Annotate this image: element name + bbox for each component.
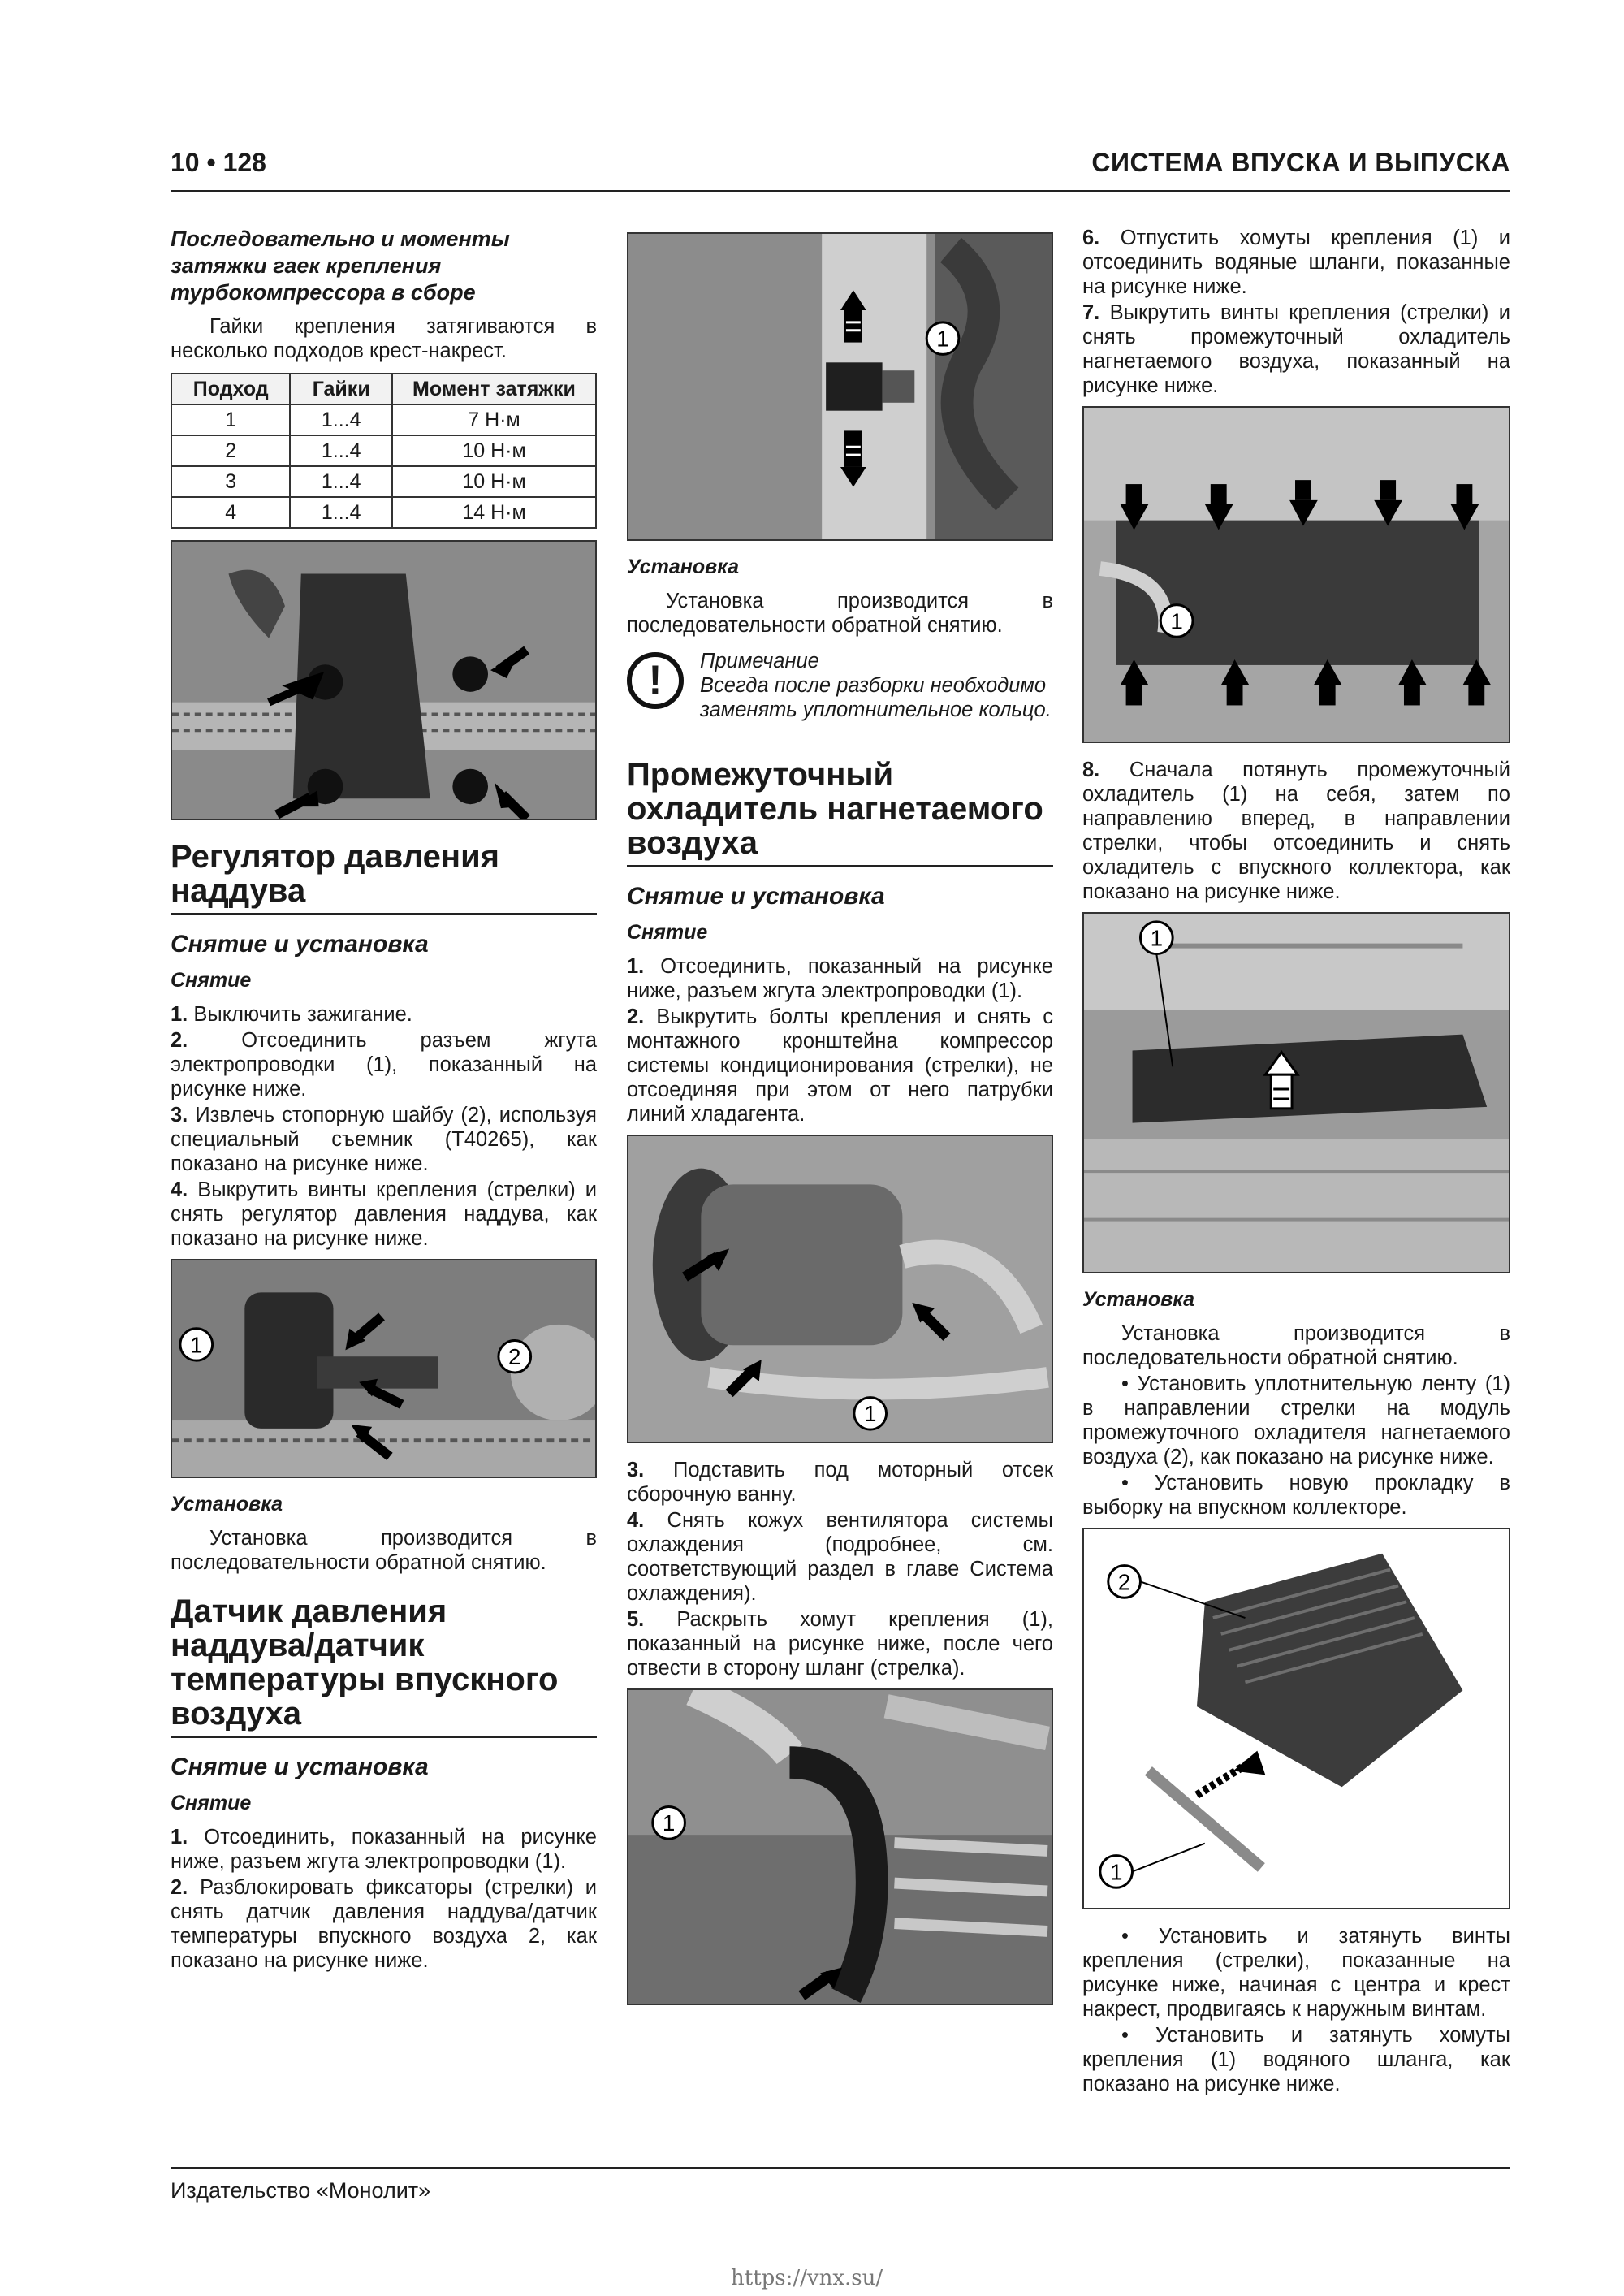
figure-boost-regulator-image (172, 1260, 595, 1477)
table-cell: 4 (171, 497, 290, 528)
table-cell: 1...4 (290, 466, 392, 497)
table-header: Момент затяжки (392, 374, 596, 404)
callout-label: 1 (190, 1332, 203, 1358)
torque-heading: Последовательно и моменты затяжки гаек крепления турбокомпрессора в сборе (171, 227, 510, 305)
install-label: Установка (171, 1493, 283, 1516)
table-cell: 14 Н·м (392, 497, 596, 528)
torque-table (171, 373, 597, 529)
table-header: Подход (171, 374, 290, 404)
table-cell: 1...4 (290, 404, 392, 435)
subheading-removal-install: Снятие и установка (627, 883, 885, 910)
figure-intercooler-pull (1082, 912, 1510, 1273)
callout-label: 1 (1109, 1859, 1123, 1885)
subheading-removal: Снятие (171, 1792, 252, 1814)
table-cell: 1...4 (290, 435, 392, 466)
table-cell: 10 Н·м (392, 466, 596, 497)
column-left (171, 226, 597, 1974)
column-middle (627, 232, 1053, 2020)
figure-hose-clamp-image (628, 1690, 1052, 2004)
figure-turbo-nuts (171, 540, 597, 820)
callout-label: 1 (1150, 925, 1164, 951)
install-text: Установка производится в последовательности обратной снятию. (1082, 1322, 1510, 1369)
bullet-item: • Установить и затянуть хомуты крепления (1) водяного шланга, как показано на рисунке ниже. (1082, 2024, 1510, 2095)
column-right (1082, 226, 1510, 2098)
step-item: 2. Отсоединить разъем жгута электропроводки (1), показанный на рисунке ниже. (171, 1029, 597, 1100)
footer-rule (171, 2167, 1510, 2169)
figure-intercooler-bolts (1082, 406, 1510, 743)
header-rule (171, 190, 1510, 192)
figure-hose-clamp (627, 1688, 1053, 2005)
figure-cooler-module (1082, 1528, 1510, 1909)
callout-label: 1 (863, 1401, 877, 1427)
install-text: Установка производится в последовательности обратной снятию. (627, 590, 1053, 637)
step-item: 3. Извлечь стопорную шайбу (2), используя специальный съемник (T40265), как показано на рисунке ниже. (171, 1104, 597, 1175)
step-item: 1. Выключить зажигание. (171, 1003, 412, 1026)
step-item: 1. Отсоединить, показанный на рисунке ниже, разъем жгута электропроводки (1). (171, 1826, 597, 1873)
subheading-removal-install: Снятие и установка (171, 931, 429, 958)
heading-sensor: Датчик давления наддува/датчик температуры впускного воздуха (171, 1594, 597, 1738)
figure-intercooler-pull-image (1084, 914, 1509, 1272)
figure-intercooler-bolts-image (1084, 408, 1509, 742)
step-item: 7. Выкрутить винты крепления (стрелки) и снять промежуточный охладитель нагнетаемого воздуха, показанный на рисунке ниже. (1082, 301, 1510, 397)
heading-intercooler: Промежуточный охладитель нагнетаемого воздуха (627, 758, 1053, 867)
note-box (627, 649, 1053, 738)
table-row (171, 404, 596, 435)
figure-cooler-module-image (1084, 1529, 1509, 1908)
subheading-removal: Снятие (171, 969, 252, 992)
figure-sensor-image (628, 234, 1052, 539)
step-item: 1. Отсоединить, показанный на рисунке ниже, разъем жгута электропроводки (1). (627, 955, 1053, 1002)
figure-boost-regulator (171, 1259, 597, 1478)
figure-ac-compressor (627, 1135, 1053, 1443)
table-cell: 2 (171, 435, 290, 466)
publisher: Издательство «Монолит» (171, 2178, 431, 2203)
step-item: 2. Разблокировать фиксаторы (стрелки) и снять датчик давления наддува/датчик температуры впускного воздуха 2, как показано на рисунке ниже. (171, 1876, 597, 1972)
page-header (171, 148, 1510, 184)
note-title: Примечание (700, 650, 819, 672)
step-item: 5. Раскрыть хомут крепления (1), показанный на рисунке ниже, после чего отвести в сторону шланг (стрелка). (627, 1608, 1053, 1680)
table-cell: 1 (171, 404, 290, 435)
table-cell: 7 Н·м (392, 404, 596, 435)
step-item: 6. Отпустить хомуты крепления (1) и отсоединить водяные шланги, показанные на рисунке ниже. (1082, 227, 1510, 298)
subheading-removal: Снятие (627, 921, 708, 944)
subheading-removal-install: Снятие и установка (171, 1753, 429, 1780)
callout-label: 2 (1117, 1569, 1131, 1595)
bullet-item: • Установить и затянуть винты крепления (стрелки), показанные на рисунке ниже, начиная с центра и крест накрест, продвигаясь к наружным винтам. (1082, 1925, 1510, 2021)
warning-icon: ! (627, 652, 684, 709)
figure-turbo-nuts-image (172, 542, 595, 819)
watermark-link[interactable]: https://vnx.su/ (731, 2266, 883, 2290)
page-number: 10 • 128 (171, 148, 266, 177)
table-cell: 10 Н·м (392, 435, 596, 466)
table-cell: 3 (171, 466, 290, 497)
note-text: Всегда после разборки необходимо заменять уплотнительное кольцо. (700, 674, 1052, 721)
figure-ac-compressor-image (628, 1136, 1052, 1442)
bullet-item: • Установить уплотнительную ленту (1) в направлении стрелки на модуль промежуточного охладителя нагнетаемого воздуха (2), как показано на рисунке ниже. (1082, 1373, 1510, 1468)
table-row (171, 435, 596, 466)
torque-intro: Гайки крепления затягиваются в несколько подходов крест-накрест. (171, 315, 597, 362)
table-row (171, 497, 596, 528)
heading-regulator: Регулятор давления наддува (171, 840, 597, 915)
table-header-row (171, 374, 596, 404)
table-row (171, 466, 596, 497)
step-item: 4. Выкрутить винты крепления (стрелки) и снять регулятор давления наддува, как показано на рисунке ниже. (171, 1178, 597, 1250)
install-label: Установка (1082, 1288, 1195, 1311)
step-item: 2. Выкрутить болты крепления и снять с монтажного кронштейна компрессор системы кондиционирования (стрелки), не отсоединяя при этом от него патрубки линий хладагента. (627, 1005, 1054, 1126)
callout-label: 1 (662, 1810, 676, 1836)
callout-label: 2 (508, 1344, 521, 1370)
install-label: Установка (627, 556, 740, 578)
table-header: Гайки (290, 374, 392, 404)
callout-label: 1 (936, 326, 949, 352)
table-cell: 1...4 (290, 497, 392, 528)
step-item: 8. Сначала потянуть промежуточный охладитель (1) на себя, затем по направлению вперед, в направлении стрелки, чтобы отсоединить и снять охладитель с впускного коллектора, как показано на рисунке ниже. (1082, 759, 1510, 903)
install-text: Установка производится в последовательности обратной снятию. (171, 1527, 597, 1574)
step-item: 4. Снять кожух вентилятора системы охлаждения (подробнее, см. соответствующий раздел в главе Система охлаждения). (627, 1509, 1053, 1605)
bullet-item: • Установить новую прокладку в выборку на впускном коллекторе. (1082, 1472, 1510, 1519)
callout-label: 1 (1170, 608, 1183, 634)
step-item: 3. Подставить под моторный отсек сборочную ванну. (627, 1459, 1054, 1506)
section-title: СИСТЕМА ВПУСКА И ВЫПУСКА (1091, 148, 1510, 177)
figure-sensor (627, 232, 1053, 541)
